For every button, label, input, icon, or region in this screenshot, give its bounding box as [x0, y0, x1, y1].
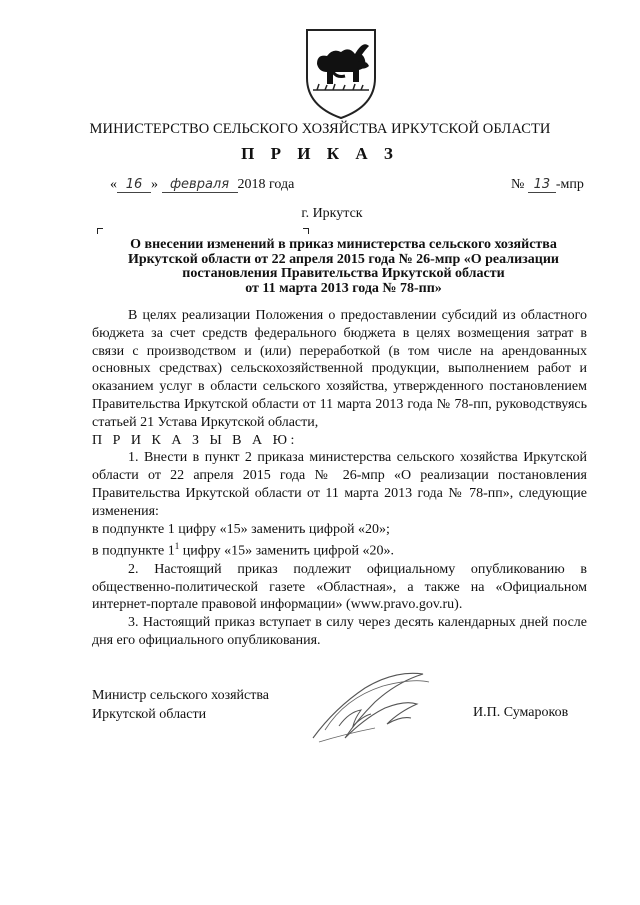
date-month-handwritten: февраля — [162, 177, 238, 193]
handwritten-signature — [305, 668, 435, 748]
subitem-2 — [92, 538, 587, 560]
subitem-1: в подпункте 1 цифру «15» заменить цифрой «20»; — [92, 521, 390, 537]
heading-line: от 11 марта 2013 года № 78-пп» — [245, 280, 442, 296]
item-3-paragraph: 3. Настоящий приказ вступает в силу через десять календарных дней после дня его официального опубликования. — [92, 615, 587, 648]
signatory-title — [92, 686, 269, 724]
number-handwritten: 13 — [528, 177, 556, 193]
subitem-2-superscript: 1 — [174, 541, 180, 552]
number-prefix: № — [511, 177, 525, 192]
signatory-title-line: Иркутской области — [92, 707, 207, 722]
signatory-title-line: Министр сельского хозяйства — [92, 688, 269, 703]
preamble-paragraph: В целях реализации Положения о предоставлении субсидий из областного бюджета за счет средств федерального бюджета в целях возмещения затрат в связи с производством и (или) переработкой (в том числе на арендованных основных средствах) сельскохозяйственной продукции, выполнением работ и оказанием услуг в области сельского хозяйства, утвержденного постановлением Правительства Иркутской области от 11 марта 2013 года № 78-пп, руководствуясь статьей 21 Устава Иркутской области, — [92, 308, 587, 430]
heading-line: Иркутской области от 22 апреля 2015 года № 26-мпр «О реализации — [128, 251, 559, 267]
corner-mark-left — [97, 228, 103, 234]
date-quote-close: » — [151, 177, 158, 192]
order-body — [92, 307, 587, 650]
date-quote-open: « — [110, 177, 117, 192]
document-type-title: П Р И К А З — [241, 144, 399, 163]
subitem-2-text: в подпункте 1 — [92, 544, 175, 560]
heading-line: постановления Правительства Иркутской области — [182, 266, 505, 281]
order-word: П Р И К А З Ы В А Ю: — [92, 432, 298, 448]
heading-line: О внесении изменений в приказ министерства сельского хозяйства — [130, 237, 557, 252]
signatory-name: И.П. Сумароков — [473, 705, 569, 720]
coat-of-arms-icon — [303, 26, 379, 122]
subitem-2-text-end: цифру «15» заменить цифрой «20». — [179, 544, 394, 560]
item-1-paragraph: 1. Внести в пункт 2 приказа министерства сельского хозяйства Иркутской области от 22 апреля 2015 года № 26-мпр «О реализации постановления Правительства Иркутской области от 11 марта 2013 года № 78-пп», следующие изменения: — [92, 450, 587, 519]
city-name: г. Иркутск — [301, 206, 363, 221]
document-date — [110, 177, 294, 193]
number-suffix: -мпр — [555, 177, 584, 192]
ministry-name: МИНИСТЕРСТВО СЕЛЬСКОГО ХОЗЯЙСТВА ИРКУТСКОЙ ОБЛАСТИ — [89, 121, 551, 137]
date-day-handwritten: 16 — [117, 177, 151, 193]
document-number — [511, 177, 584, 193]
corner-mark-right — [303, 228, 309, 234]
order-heading — [100, 238, 587, 296]
item-2-paragraph: 2. Настоящий приказ подлежит официальному опубликованию в общественно-политической газете «Областная», а также на «Официальном интернет-портале правовой информации» (www.pravo.gov.ru). — [92, 561, 587, 613]
date-year: 2018 года — [237, 177, 295, 192]
